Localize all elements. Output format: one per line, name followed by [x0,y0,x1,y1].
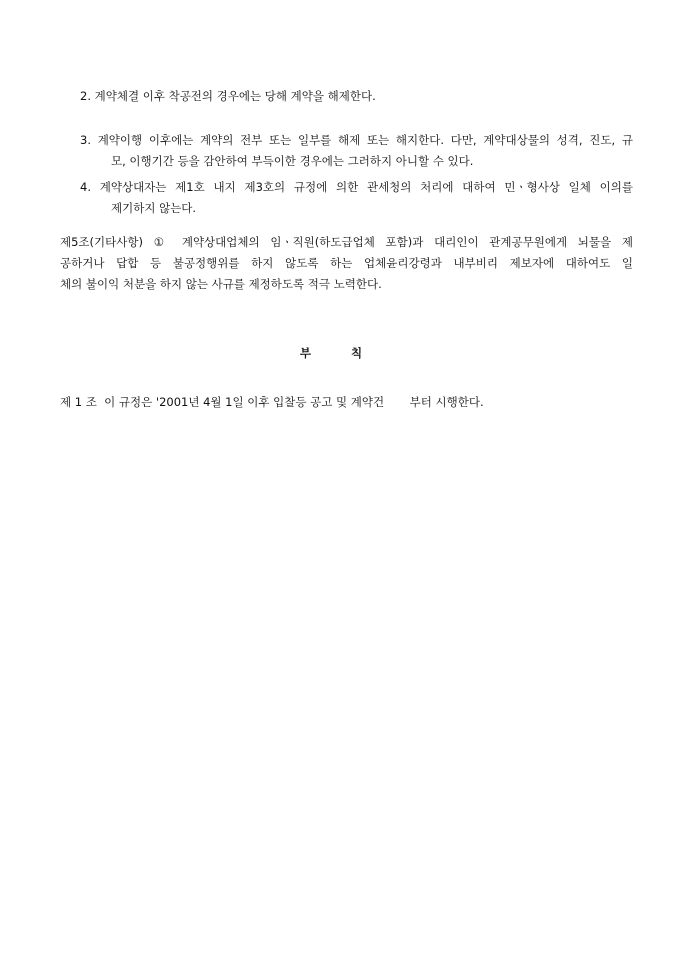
article-5-line-3: 체의 불이익 처분을 하지 않는 사규를 제정하도록 적극 노력한다. [60,277,382,291]
clause-2: 2. 계약체결 이후 착공전의 경우에는 당해 계약을 해제한다. [80,89,376,103]
clause-3-line-2: 모, 이행기간 등을 감안하여 부득이한 경우에는 그러하지 아니할 수 있다. [111,154,474,168]
addendum-heading: 부 칙 [299,346,381,360]
clause-4-line-2: 제기하지 않는다. [111,201,197,215]
clause-4-line-1: 4. 계약상대자는 제1호 내지 제3호의 규정에 의한 관세청의 처리에 대하여 민ㆍ형사상 일체 이의를 [80,180,633,194]
article-5-line-2: 공하거나 답합 등 불공정행위를 하지 않도록 하는 업체윤리강령과 내부비리 제보자에 대하여도 일 [60,256,633,270]
addendum-article-1: 제 1 조 이 규정은 '2001년 4월 1일 이후 입찰등 공고 및 계약건 부터 시행한다. [60,395,484,409]
clause-3-line-1: 3. 계약이행 이후에는 계약의 전부 또는 일부를 해제 또는 해지한다. 다만, 계약대상물의 성격, 진도, 규 [80,133,633,147]
article-5-line-1: 제5조(기타사항) ① 계약상대업체의 임ㆍ직원(하도급업체 포함)과 대리인이 관계공무원에게 뇌물을 제 [60,235,633,249]
